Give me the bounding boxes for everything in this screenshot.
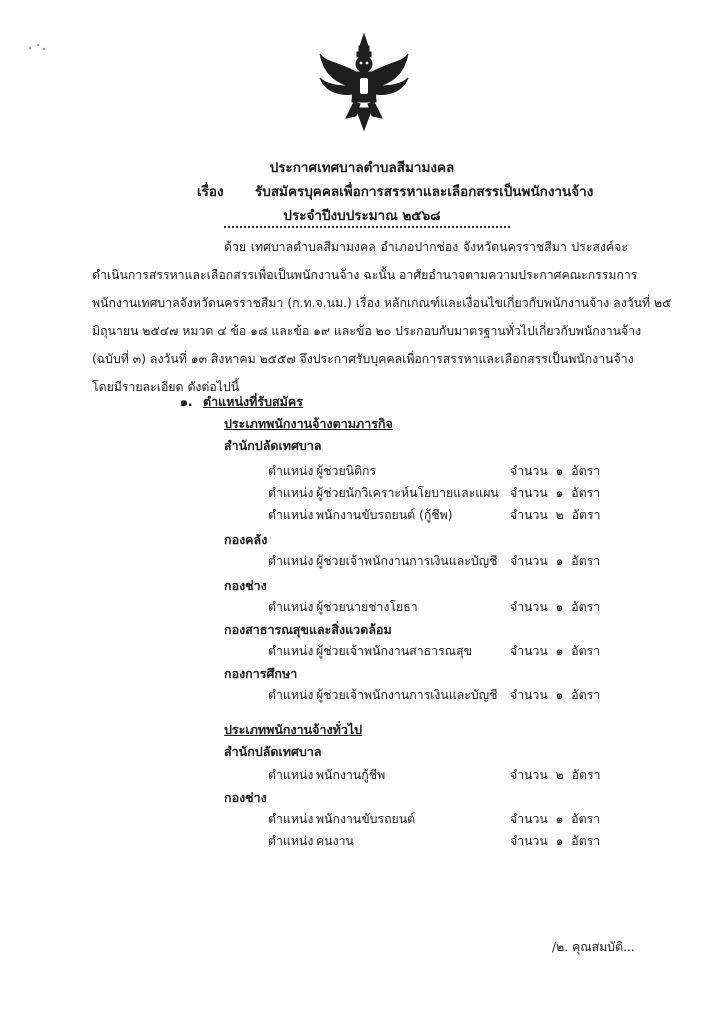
rate-label: อัตรา (571, 554, 601, 568)
position-row (268, 766, 385, 785)
department-name: กองคลัง (224, 532, 268, 547)
position-count (510, 686, 600, 705)
position-title: ผู้ช่วยนายช่างโยธา (316, 600, 418, 614)
department-name: สำนักปลัดเทศบาล (224, 744, 322, 759)
count-value: ๑ (555, 554, 564, 568)
position-row (268, 506, 453, 525)
count-label: จำนวน (510, 508, 548, 522)
department-name: กองช่าง (224, 578, 267, 593)
intro-line-1: ด้วย เทศบาลตำบลสีมามงคล อำเภอปากช่อง จังหวัดนครราชสีมา ประสงค์จะ (224, 240, 628, 254)
position-row (268, 642, 472, 661)
fiscal-year: ประจำปีงบประมาณ ๒๕๖๘ (283, 208, 441, 224)
position-title: ผู้ช่วยเจ้าพนักงานการเงินและบัญชี (316, 688, 498, 702)
count-value: ๑ (555, 600, 564, 614)
position-label: ตำแหน่ง (268, 554, 314, 568)
count-value: ๑ (555, 486, 564, 500)
intro-line-2: ดำเนินการสรรหาและเลือกสรรเพื่อเป็นพนักงานจ้าง ฉะนั้น อาศัยอำนาจตามความประกาศคณะกรรมการ (92, 268, 638, 282)
position-label: ตำแหน่ง (268, 508, 314, 522)
rate-label: อัตรา (571, 600, 601, 614)
section-heading (180, 392, 303, 412)
mission-staff-heading: ประเภทพนักงานจ้างตามภารกิจ (224, 416, 393, 431)
count-label: จำนวน (510, 688, 548, 702)
intro-line-4: มิถุนายน ๒๕๔๗ หมวด ๔ ข้อ ๑๘ และข้อ ๑๙ และข้อ ๒๐ ประกอบกับมาตรฐานทั่วไปเกี่ยวกับพนักงานจ้าง (92, 324, 642, 338)
position-title: พนักงานขับรถยนต์ (316, 812, 416, 826)
section-title: ตำแหน่งที่รับสมัคร (203, 394, 303, 409)
position-count (510, 552, 600, 571)
position-title: พนักงานกู้ชีพ (316, 768, 386, 782)
intro-line-3: พนักงานเทศบาลจังหวัดนครราชสีมา (ก.ท.จ.นม.) เรื่อง หลักเกณฑ์และเงื่อนไขเกี่ยวกับพนักงานจ้าง ลงวันที่ ๒๕ (92, 296, 672, 310)
position-row (268, 686, 498, 705)
garuda-emblem-icon (318, 32, 410, 132)
department-name: กองสาธารณสุขและสิ่งแวดล้อม (224, 622, 392, 637)
count-value: ๑ (555, 464, 564, 478)
section-number: ๑. (180, 394, 193, 409)
count-label: จำนวน (510, 554, 548, 568)
count-label: จำนวน (510, 464, 548, 478)
count-value: ๒ (555, 768, 564, 782)
next-page-reference: /๒. คุณสมบัติ... (552, 940, 635, 954)
position-count (510, 484, 600, 503)
subject-text: รับสมัครบุคคลเพื่อการสรรหาและเลือกสรรเป็นพนักงานจ้าง (255, 184, 594, 200)
dotted-divider (224, 226, 510, 228)
count-value: ๑ (555, 834, 564, 848)
position-label: ตำแหน่ง (268, 812, 314, 826)
position-count (510, 810, 600, 829)
position-title: ผู้ช่วยเจ้าพนักงานการเงินและบัญชี (316, 554, 498, 568)
count-label: จำนวน (510, 600, 548, 614)
position-count (510, 642, 600, 661)
count-label: จำนวน (510, 834, 548, 848)
position-count (510, 462, 600, 481)
count-label: จำนวน (510, 812, 548, 826)
count-label: จำนวน (510, 486, 548, 500)
position-label: ตำแหน่ง (268, 464, 314, 478)
position-label: ตำแหน่ง (268, 644, 314, 658)
position-title: ผู้ช่วยเจ้าพนักงานสาธารณสุข (316, 644, 472, 658)
count-value: ๑ (555, 812, 564, 826)
rate-label: อัตรา (571, 688, 601, 702)
department-name: กองการศึกษา (224, 666, 298, 681)
position-row (268, 462, 376, 481)
intro-line-5: (ฉบับที่ ๓) ลงวันที่ ๑๓ สิงหาคม ๒๕๕๗ จึงประกาศรับบุคคลเพื่อการสรรหาและเลือกสรรเป็นพนักงานจ้าง (92, 352, 634, 366)
position-label: ตำแหน่ง (268, 600, 314, 614)
count-value: ๑ (555, 688, 564, 702)
position-row (268, 552, 498, 571)
position-count (510, 766, 600, 785)
announcement-title: ประกาศเทศบาลตำบลสีมามงคล (269, 160, 455, 176)
position-label: ตำแหน่ง (268, 486, 314, 500)
position-title: ผู้ช่วยนิติกร (316, 464, 377, 478)
rate-label: อัตรา (571, 834, 601, 848)
position-count (510, 832, 600, 851)
announcement-subject (197, 180, 593, 202)
count-value: ๒ (555, 508, 564, 522)
position-label: ตำแหน่ง (268, 834, 314, 848)
count-label: จำนวน (510, 768, 548, 782)
general-staff-heading: ประเภทพนักงานจ้างทั่วไป (224, 722, 363, 737)
rate-label: อัตรา (571, 644, 601, 658)
count-value: ๑ (555, 644, 564, 658)
position-row (268, 832, 354, 851)
subject-label: เรื่อง (197, 184, 224, 200)
position-count (510, 598, 600, 617)
intro-line-6: โดยมีรายละเอียด ดังต่อไปนี้ (92, 380, 240, 394)
rate-label: อัตรา (571, 486, 601, 500)
position-row (268, 810, 415, 829)
position-title: พนักงานขับรถยนต์ (กู้ชีพ) (316, 508, 453, 522)
rate-label: อัตรา (571, 768, 601, 782)
count-label: จำนวน (510, 644, 548, 658)
position-title: คนงาน (316, 834, 354, 848)
scan-speck-marks (26, 40, 56, 54)
department-name: กองช่าง (224, 790, 267, 805)
rate-label: อัตรา (571, 508, 601, 522)
position-row (268, 598, 418, 617)
position-count (510, 506, 600, 525)
department-name: สำนักปลัดเทศบาล (224, 438, 322, 453)
position-label: ตำแหน่ง (268, 688, 314, 702)
position-title: ผู้ช่วยนักวิเคราะห์นโยบายและแผน (316, 486, 499, 500)
position-row (268, 484, 499, 503)
rate-label: อัตรา (571, 812, 601, 826)
rate-label: อัตรา (571, 464, 601, 478)
position-label: ตำแหน่ง (268, 768, 314, 782)
